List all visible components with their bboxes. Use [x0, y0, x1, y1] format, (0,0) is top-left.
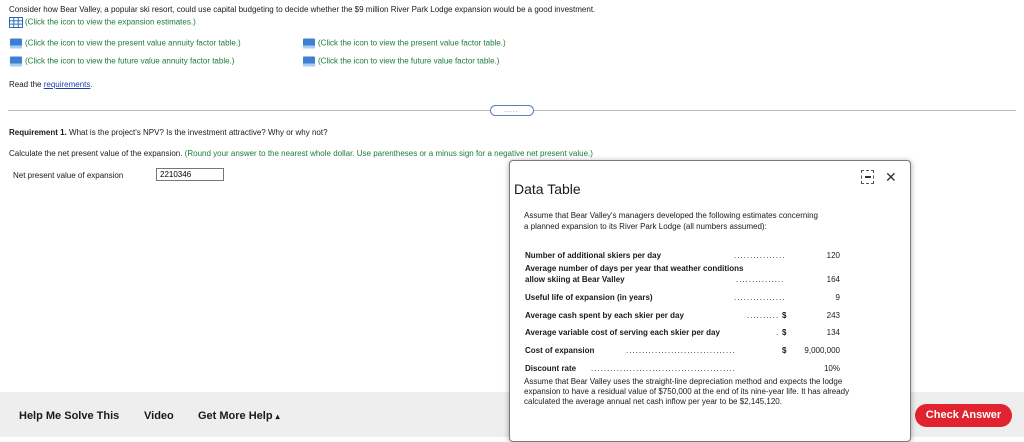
modal-content [524, 211, 870, 232]
requirement-heading [9, 128, 328, 137]
expansion-estimates-text[interactable]: (Click the icon to view the expansion estimates.) [25, 17, 196, 27]
fv-annuity-text[interactable]: (Click the icon to view the future value annuity factor table.) [25, 56, 235, 66]
book-icon[interactable] [302, 56, 316, 67]
pv-factor-text[interactable]: (Click the icon to view the present value factor table.) [318, 38, 506, 48]
table-icon[interactable] [9, 17, 23, 28]
instruction-rounding-note: (Round your answer to the nearest whole dollar. Use parentheses or a minus sign for a negative net present value.) [184, 149, 593, 158]
get-more-help-label[interactable]: Get More Help [198, 410, 273, 422]
fv-annuity-link[interactable] [9, 56, 234, 67]
clipped-intro-line: Assume that Bear Valley's managers developed the following estimates concerning [524, 211, 818, 220]
npv-input[interactable] [156, 168, 224, 181]
requirements-link[interactable]: requirements [43, 80, 91, 89]
expand-dots: ..... [504, 107, 519, 114]
fv-factor-link[interactable] [302, 56, 499, 67]
npv-label: Net present value of expansion [13, 171, 124, 180]
help-me-solve-button[interactable]: Help Me Solve This [19, 410, 120, 422]
intro-text: Consider how Bear Valley, a popular ski resort, could use capital budgeting to decide whether the $9 million River Park Lodge expansion would be a good investment. [9, 5, 596, 14]
requirement-instruction [9, 149, 593, 158]
book-icon[interactable] [302, 38, 316, 49]
instruction-text: Calculate the net present value of the expansion. [9, 149, 185, 158]
book-icon[interactable] [9, 38, 23, 49]
pv-annuity-link[interactable] [9, 38, 241, 49]
read-requirements [9, 80, 93, 89]
close-icon[interactable]: ✕ [885, 169, 897, 185]
modal-title: Data Table [514, 181, 581, 197]
fv-factor-text[interactable]: (Click the icon to view the future value factor table.) [318, 56, 500, 66]
caret-up-icon: ▴ [275, 412, 280, 421]
minimize-icon[interactable] [861, 170, 874, 184]
check-answer-button[interactable]: Check Answer [915, 404, 1012, 427]
video-button[interactable]: Video [144, 410, 174, 422]
expansion-estimates-link[interactable] [9, 17, 196, 28]
book-icon[interactable] [9, 56, 23, 67]
requirement-question: What is the project's NPV? Is the investment attractive? Why or why not? [66, 128, 328, 137]
pv-annuity-text[interactable]: (Click the icon to view the present value annuity factor table.) [25, 38, 241, 48]
expand-toggle-button[interactable] [490, 105, 534, 116]
modal-note: Assume that Bear Valley uses the straight-line depreciation method and expects the lodge expansion to have a residual value of $750,000 at the end of its nine-year life. It has already calculated the average annual net cash inflow per year to be $2,145,120. [524, 377, 850, 406]
pv-factor-link[interactable] [302, 38, 506, 49]
data-table-modal: Data Table ✕ Assume that Bear Valley's managers developed the following estimates concerning a planned expansion to its River Park Lodge (all numbers assumed): Number of additional skiers per day ................ 120 Average number of days per year that weather conditions allow skiing at Bear Valley ............... 164 Useful life of expansion (in years) ................ 9 Average cash spent by each skier per day .......... $ 243 Average variable cost of serving each skier per day . $ 134 Cost of expansion .................................. $ 9,000,000 Discount rate ............................................. 10% Assume that Bear Valley uses the straight-line depreciation method and expects the lodge expansion to have a residual value of $750,000 at the end of its nine-year life. It has already calculated the average annual net cash inflow per year to be $2,145,120. [509, 160, 911, 442]
intro-line: a planned expansion to its River Park Lodge (all numbers assumed): [524, 222, 767, 231]
requirement-label: Requirement 1. [9, 128, 67, 137]
read-prefix: Read the [9, 80, 44, 89]
get-more-help-button[interactable] [198, 410, 280, 422]
read-suffix: . [90, 80, 93, 89]
